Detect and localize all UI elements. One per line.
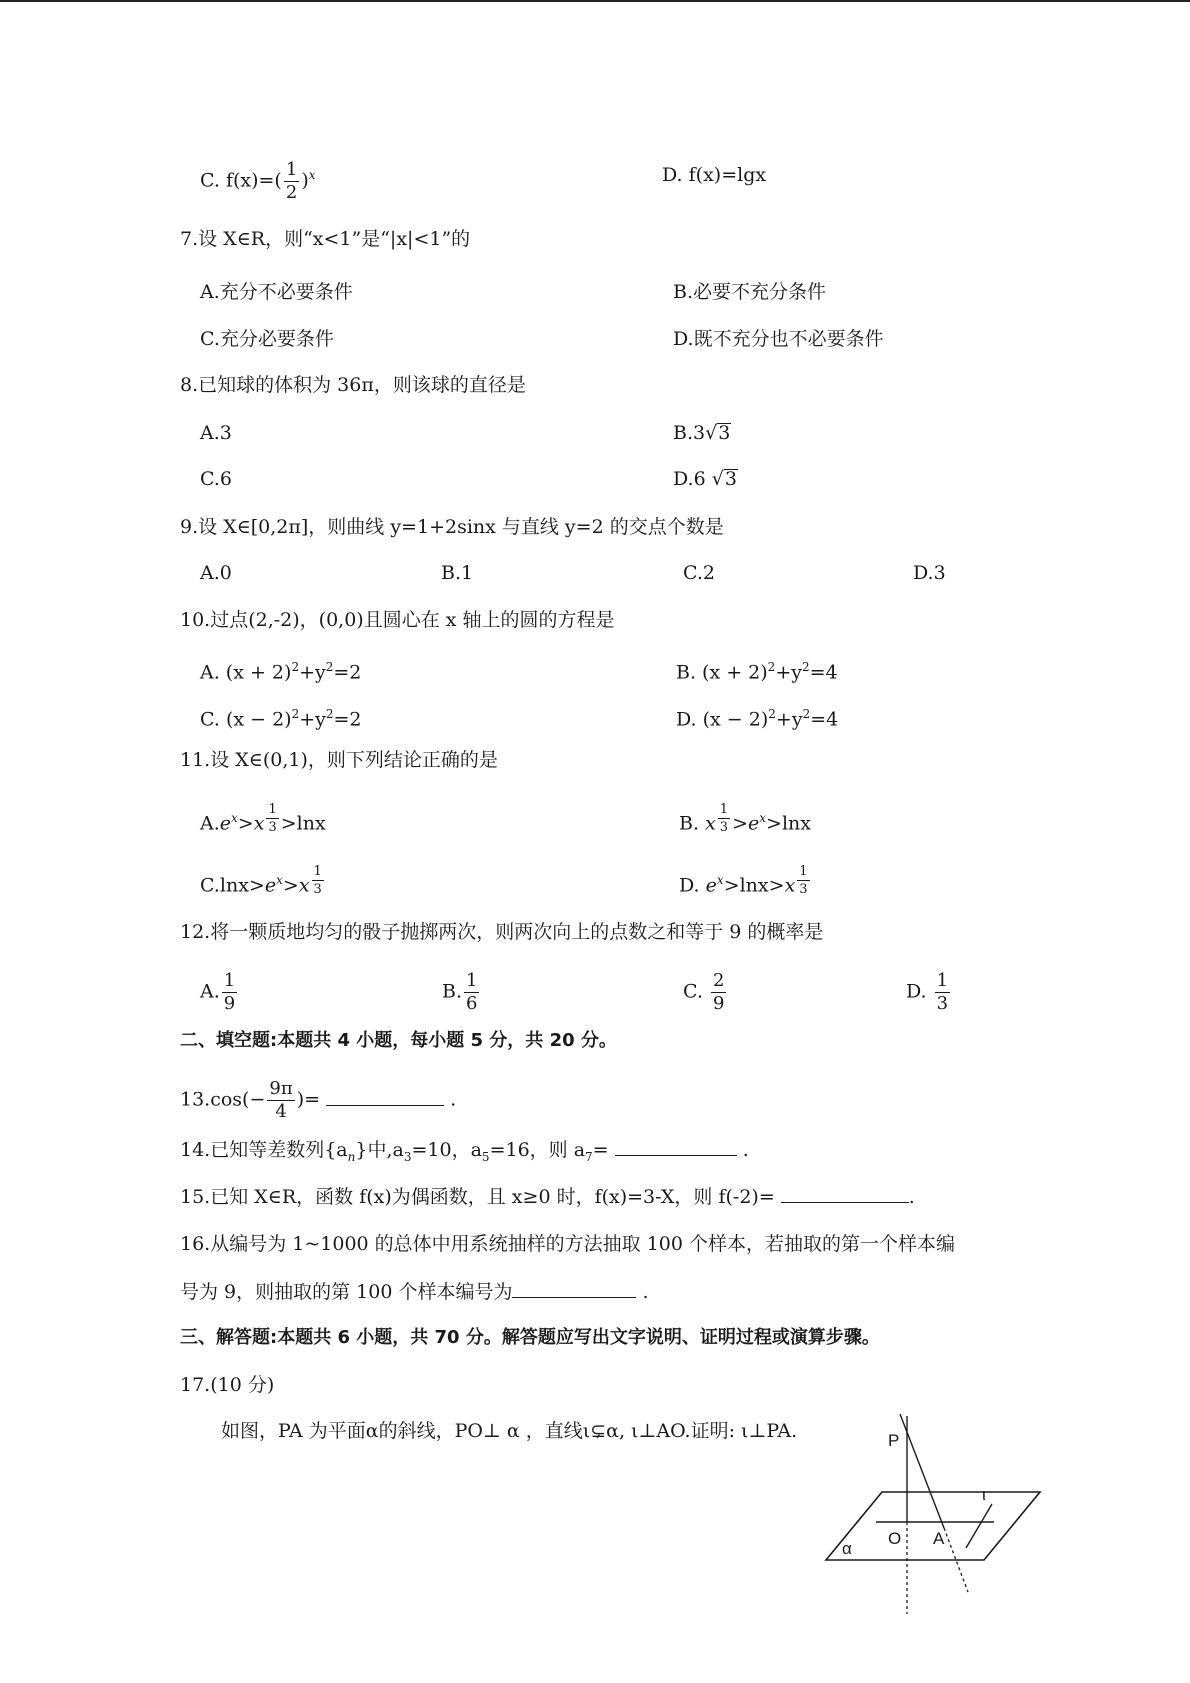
- q10-option-b: B. $(x + 2)^2+y^2=4$: [676, 660, 838, 684]
- q17-body: 如图，PA 为平面α的斜线，PO⊥ α ，直线ι⊊α, ι⊥AO.证明: ι⊥PA.: [221, 1420, 798, 1442]
- q8-row-ab: [0, 416, 1190, 450]
- q13-question: 13.cos(− $\frac{9\pi}{4}$ )= .: [180, 1078, 457, 1122]
- q11-row-ab: [0, 801, 1190, 835]
- section3-row: [0, 1321, 1190, 1355]
- q7-row: [0, 222, 1190, 256]
- q7-option-d: D.既不充分也不必要条件: [673, 328, 884, 350]
- q9-option-a: A.0: [200, 562, 232, 584]
- q10-option-a: A. $(x + 2)^2+y^2=2$: [200, 660, 362, 684]
- q7-stem: 7.设 X∈R，则“x<1”是“|x|<1”的: [180, 228, 471, 250]
- q12-option-b: B. $\frac{1}{6}$: [442, 970, 478, 1014]
- q11-option-a: $A.e^x>x$ $^{\frac{1}{3}}$ >lnx: [200, 802, 326, 835]
- q9-stem: 9.设 X∈[0,2π]，则曲线 y=1+2sinx 与直线 y=2 的交点个数是: [180, 516, 724, 538]
- top-border: [0, 0, 1190, 2]
- q16-line2: 号为 9，则抽取的第 100 个样本编号为 .: [180, 1281, 649, 1303]
- q13-answer-blank[interactable]: [326, 1087, 444, 1106]
- q7-row-cd: [0, 322, 1190, 356]
- q11-row-cd: [0, 863, 1190, 897]
- q8-option-c: C.6: [200, 468, 232, 490]
- plane-alpha: [826, 1492, 1040, 1560]
- q8-stem: 8.已知球的体积为 36π，则该球的直径是: [180, 374, 526, 396]
- q15-answer-blank[interactable]: [781, 1184, 909, 1203]
- q16-row-1: [0, 1227, 1190, 1261]
- section2-heading: 二、填空题:本题共 4 小题，每小题 5 分，共 20 分。: [180, 1030, 617, 1051]
- geometry-figure: [820, 1408, 1050, 1618]
- q6-options: [0, 158, 1190, 203]
- label-a: A: [933, 1529, 945, 1548]
- q10-stem: 10.过点(2,-2)，(0,0)且圆心在 x 轴上的圆的方程是: [180, 609, 615, 631]
- q11-row: [0, 743, 1190, 777]
- label-o: O: [888, 1529, 902, 1548]
- q10-option-c: C. $(x - 2)^2+y^2=2$: [200, 707, 362, 731]
- line-l: [966, 1504, 992, 1548]
- q12-stem: 12.将一颗质地均匀的骰子抛掷两次，则两次向上的点数之和等于 9 的概率是: [180, 921, 824, 943]
- q7-option-b: B.必要不充分条件: [673, 281, 827, 303]
- section3-heading: 三、解答题:本题共 6 小题，共 70 分。解答题应写出文字说明、证明过程或演算步骤。: [180, 1327, 880, 1348]
- q8-option-b: B.3√3: [673, 422, 731, 444]
- q11-option-b: B. x $^{\frac{1}{3}}$ $>e^x>\ln x$: [679, 802, 811, 835]
- q15-row: [0, 1180, 1190, 1214]
- q14-answer-blank[interactable]: [615, 1137, 737, 1156]
- q8-option-a: A.3: [200, 422, 232, 444]
- q15-question: 15.已知 X∈R，函数 f(x)为偶函数，且 x≥0 时，f(x)=3-X，则 f(-2)= .: [180, 1186, 915, 1208]
- q9-option-d: D.3: [913, 562, 946, 584]
- q9-option-c: C.2: [683, 562, 715, 584]
- q16-line1: 16.从编号为 1~1000 的总体中用系统抽样的方法抽取 100 个样本，若抽取的第一个样本编: [180, 1233, 956, 1255]
- q16-answer-blank[interactable]: [512, 1279, 636, 1298]
- q10-row: [0, 603, 1190, 637]
- q12-options: [0, 972, 1190, 1022]
- q9-options: [0, 556, 1190, 590]
- q12-option-c: C. $\frac{2}{9}$: [683, 970, 725, 1014]
- section2-row: [0, 1024, 1190, 1058]
- q9-option-b: B.1: [441, 562, 474, 584]
- label-p: P: [888, 1431, 900, 1450]
- q12-option-d: D. $\frac{1}{3}$: [906, 970, 949, 1014]
- q16-row-2: [0, 1275, 1190, 1309]
- q13-row: [0, 1080, 1190, 1120]
- q11-option-c: $C.\ln x>e^x>x$ $^{\frac{1}{3}}$: [200, 864, 322, 897]
- q8-row: [0, 368, 1190, 402]
- q7-option-c: C.充分必要条件: [200, 328, 334, 350]
- q17-head-row: [0, 1368, 1190, 1402]
- q12-row: [0, 915, 1190, 949]
- q9-row: [0, 510, 1190, 544]
- q7-row-ab: [0, 275, 1190, 309]
- q10-option-d: D. $(x - 2)^2+y^2=4$: [676, 707, 839, 731]
- q8-option-d: D.6 √3: [673, 468, 737, 490]
- q10-row-ab: [0, 650, 1190, 684]
- q14-question: 14.已知等差数列$\{a_n\}$中$,a_3=10$，$a_5=16$，则 $a_7=$ .: [180, 1139, 749, 1164]
- label-alpha: α: [842, 1539, 852, 1558]
- q6-option-d: D. f(x)=lgx: [662, 164, 767, 186]
- label-l: ι: [982, 1485, 986, 1504]
- q6-option-c: C. f(x)=( $\frac{1}{2}$ )$^x$: [200, 158, 316, 203]
- q10-row-cd: [0, 697, 1190, 731]
- q11-stem: 11.设 X∈(0,1)，则下列结论正确的是: [180, 749, 498, 771]
- q8-row-cd: [0, 462, 1190, 496]
- q7-option-a: A.充分不必要条件: [200, 281, 353, 303]
- q17-heading: 17.(10 分): [180, 1374, 275, 1396]
- q12-option-a: A. $\frac{1}{9}$: [200, 970, 236, 1014]
- q11-option-d: D. $e^x>\ln x>x$ $^{\frac{1}{3}}$: [679, 864, 808, 897]
- q14-row: [0, 1133, 1190, 1167]
